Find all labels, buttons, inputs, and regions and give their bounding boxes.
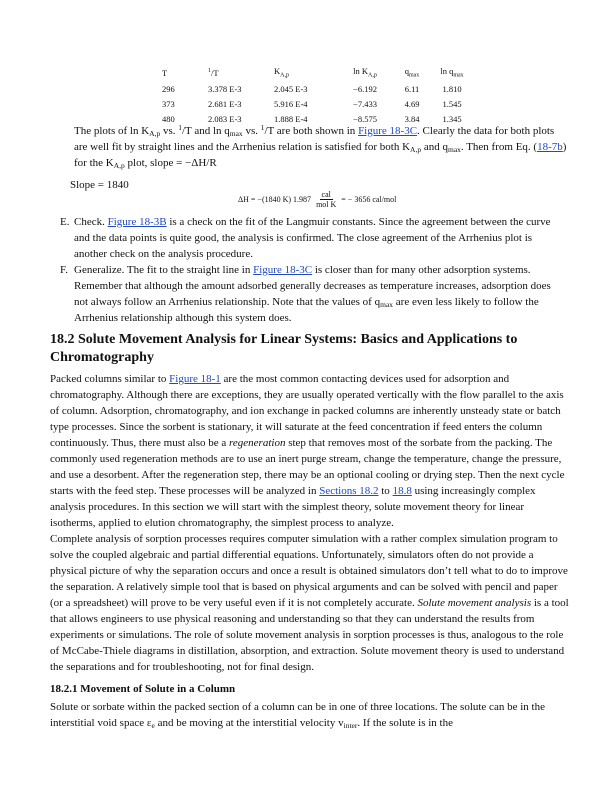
item-f-label: F. [60, 264, 68, 276]
enthalpy-equation [238, 190, 396, 209]
figure-link[interactable]: Figure 18-3C [358, 125, 418, 137]
table-cell: 3.84 [404, 113, 420, 124]
header-inv-t: $^1$/T [208, 67, 219, 78]
plots-paragraph: The plots of $\ln K_{A,p}$ vs. $^1$/T and $\ln q_{max}$ vs. $^1$/T are both shown in Figure 18-3C. Clearly the data for both plots are well fit by straight lines and the Arrhenius relation is satisfied for both $K_{A,p}$ and $q_{max}$. Then from Eq. (18-7b) for the $K_{A,p}$ plot, slope = −ΔH/R [74, 123, 567, 170]
table-cell: 2.681 E-3 [208, 98, 242, 109]
header-qmax: $q_{max}$ [404, 66, 420, 79]
equation-fraction [314, 190, 338, 209]
item-e-paragraph: Check. Figure 18-3B is a check on the fit of the Langmuir constants. Since the agreement between the curve and the data points is quite good, the analysis is confirmed. The close agreement of the Arrhenius plot is another check on the analysis procedure. [74, 216, 551, 260]
table-cell: 6.11 [404, 83, 420, 94]
header-kap: $K_{A,p}$ [274, 66, 289, 79]
section-link[interactable]: 18.8 [392, 485, 412, 497]
table-cell: 2.083 E-3 [208, 113, 242, 124]
fraction-numerator: cal [321, 190, 331, 199]
table-cell: 5.916 E-4 [274, 98, 308, 109]
figure-link[interactable]: Figure 18-3B [107, 216, 167, 228]
section-link[interactable]: Sections 18.2 [319, 485, 379, 497]
table-cell: 1.545 [442, 98, 462, 109]
table-cell: 1.345 [442, 113, 462, 124]
body-paragraph: Solute or sorbate within the packed section of a column can be in one of three locations. The solute can be in the interstitial void space $\varepsilon_e$ and be moving at the interstitial velocity $v_{inter}$. If the solute is in the [50, 701, 545, 730]
table-cell: −8.575 [353, 113, 377, 124]
subsection-heading: 18.2.1 Movement of Solute in a Column [50, 683, 236, 695]
table-row [158, 96, 472, 111]
table-cell: −7.433 [353, 98, 377, 109]
table-cell: 1.888 E-4 [274, 113, 308, 124]
equation-link[interactable]: 18-7b [537, 141, 563, 153]
header-ln-kap: $\ln K_{A,p}$ [353, 66, 377, 79]
figure-link[interactable]: Figure 18-1 [169, 373, 221, 385]
table-cell: 296 [162, 83, 175, 94]
slope-line: Slope = 1840 [70, 179, 129, 191]
table-header-row [158, 64, 472, 81]
table-cell: 2.045 E-3 [274, 83, 308, 94]
section-heading: 18.2 Solute Movement Analysis for Linear Systems: Basics and Applications to Chromatography [50, 332, 518, 365]
data-table [158, 64, 472, 126]
fraction-denominator: mol K [316, 200, 337, 209]
table-cell: −6.192 [353, 83, 377, 94]
item-f-paragraph: Generalize. The fit to the straight line in Figure 18-3C is closer than for many other adsorption systems. Remember that although the amount adsorbed generally decreases as temperature increases, adsorption does not always follow an Arrhenius relationship. Note that the values of $q_{max}$ are even less likely to follow the Arrhenius relationship although this system does. [74, 264, 551, 324]
table-cell: 1.810 [442, 83, 462, 94]
equation-lhs: ΔH = −(1840 K) 1.987 [238, 195, 312, 204]
equation-rhs: = − 3656 cal/mol [341, 195, 397, 204]
body-paragraph: Packed columns similar to Figure 18-1 are the most common contacting devices used for adsorption and chromatography. Although there are exceptions, they are usually operated vertically with the flow parallel to the axis of column. Adsorption, chromatography, and ion exchange in packed columns are inherently unsteady state or batch type processes. Since the sorbent is stationary, it will saturate at the feed concentration if feed enters the column continuously. Thus, there must also be a regeneration step that removes most of the sorbate from the packing. The commonly used regeneration methods are to use an inert purge stream, change the temperature, change the pressure, and use a desorbent. After the regeneration step, there may be an optional cooling or drying step. Then the next cycle starts with the feed step. These processes will be analyzed in Sections 18.2 to 18.8 using increasingly complex analysis procedures. In this section we will start with the simplest theory, solute movement theory for linear isotherms, applied to elution chromatography, the simplest process to analyze. [50, 373, 565, 529]
header-t: T [162, 67, 168, 78]
header-ln-qmax: $\ln q_{max}$ [440, 66, 464, 79]
body-paragraph: Complete analysis of sorption processes requires computer simulation with a rather complex simulation program to solve the coupled algebraic and partial differential equations. Unfortunately, simulators often do not provide a physical picture of why the separation occurs and once a result is obtained simulators don’t tell what to do to improve the separation. A relatively simple tool that is based on physical arguments and can be solved with pencil and paper (or a spreadsheet) will prove to be very useful even if it is not completely accurate. Solute movement analysis is a tool that allows engineers to use physical reasoning and understanding so that they can understand the results from experiments or simulations. The role of solute movement analysis in sorption processes is thus, analogous to the role of McCabe-Thiele diagrams in distillation, absorption, and extraction. Solute movement theory is used to understand the separations and for troubleshooting, not for final design. [50, 533, 569, 673]
item-e-label: E. [60, 216, 70, 228]
table-cell: 480 [162, 113, 175, 124]
table-cell: 3.378 E-3 [208, 83, 242, 94]
table-cell: 4.69 [404, 98, 420, 109]
figure-link[interactable]: Figure 18-3C [253, 264, 313, 276]
table-row [158, 81, 472, 96]
table-cell: 373 [162, 98, 175, 109]
